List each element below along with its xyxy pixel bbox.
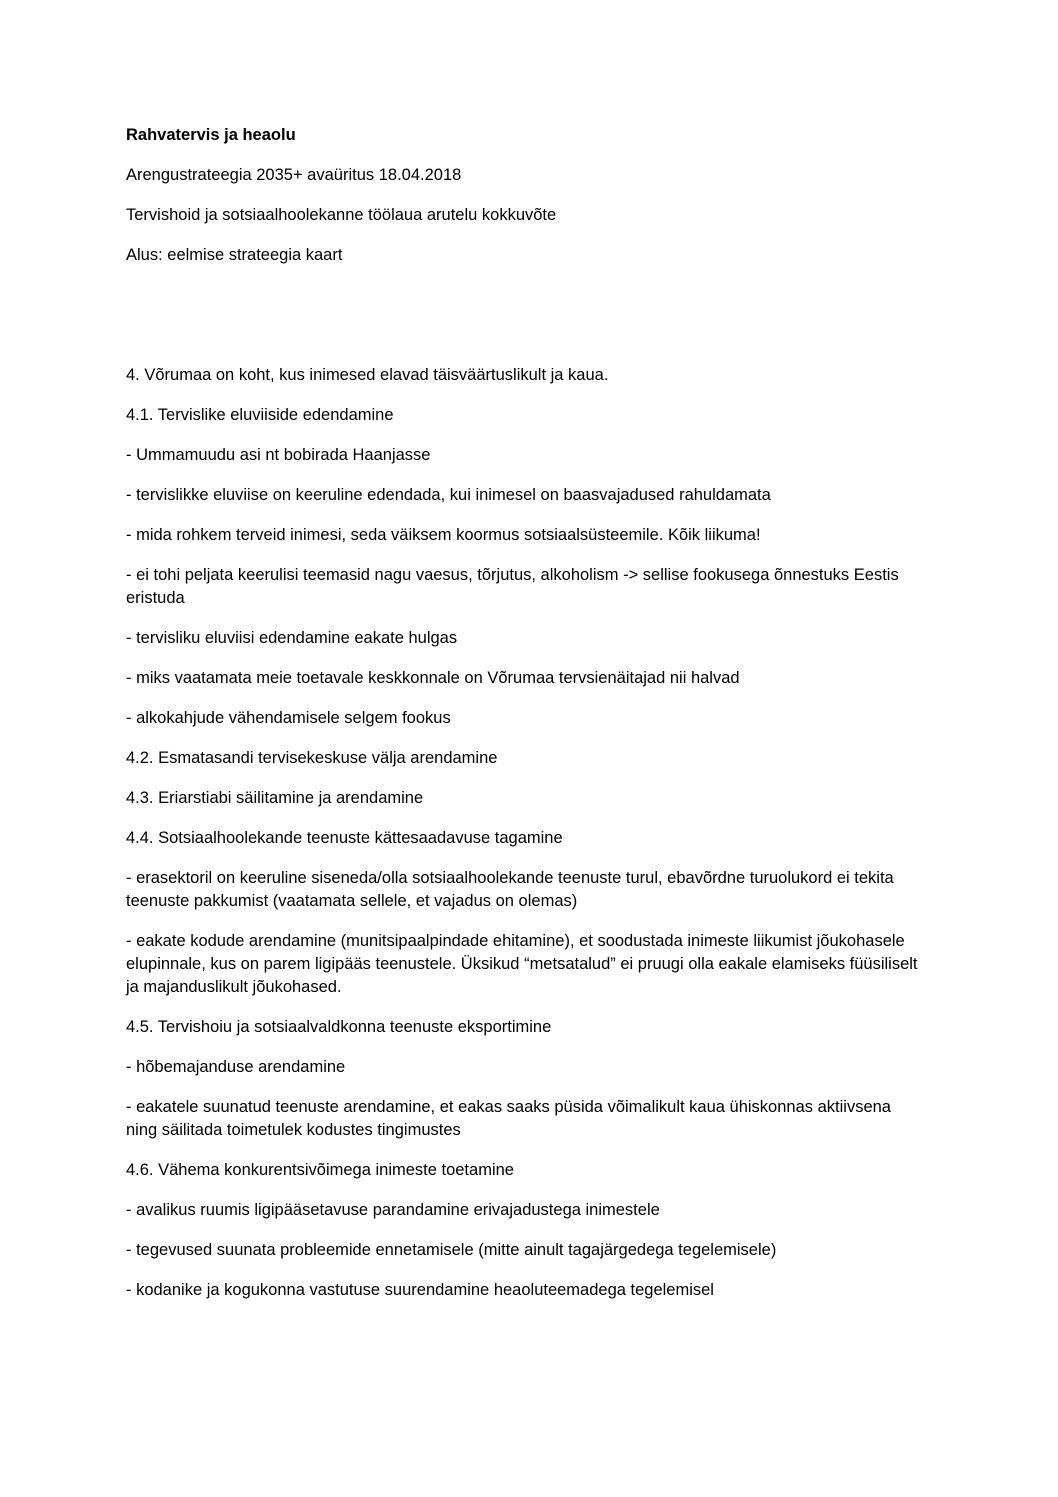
- bullet-item: - alkokahjude vähendamisele selgem fookus: [126, 709, 451, 727]
- bullet-item: - tervislikke eluviise on keeruline edendada, kui inimesel on baasvajadused rahuldamata: [126, 486, 771, 504]
- bullet-item: - miks vaatamata meie toetavale keskkonnale on Võrumaa tervsienäitajad nii halvad: [126, 669, 740, 687]
- bullet-item: - eakatele suunatud teenuste arendamine, et eakas saaks püsida võimalikult kaua ühiskonnas aktiivsena ning säilitada toimetulek kodustes tingimustes: [126, 1098, 891, 1139]
- document-title: Rahvatervis ja heaolu: [126, 126, 296, 144]
- goal-heading: 4. Võrumaa on koht, kus inimesed elavad täisväärtuslikult ja kaua.: [126, 366, 609, 384]
- subsection-heading-4-5: 4.5. Tervishoiu ja sotsiaalvaldkonna teenuste eksportimine: [126, 1018, 552, 1036]
- bullet-item: - ei tohi peljata keerulisi teemasid nagu vaesus, tõrjutus, alkoholism -> sellise fookusega õnnestuks Eestis eristuda: [126, 566, 899, 607]
- bullet-item: - erasektoril on keeruline siseneda/olla sotsiaalhoolekande teenuste turul, ebavõrdne turuolukord ei tekita teenuste pakkumist (vaatamata sellele, et vajadus on olemas): [126, 869, 894, 910]
- document-summary-line: Tervishoid ja sotsiaalhoolekanne töölaua arutelu kokkuvõte: [126, 206, 557, 224]
- subsection-heading-4-1: 4.1. Tervislike eluviiside edendamine: [126, 406, 394, 424]
- bullet-item: - eakate kodude arendamine (munitsipaalpindade ehitamine), et soodustada inimeste liikumist jõukohasele elupinnale, kus on parem ligipääs teenustele. Üksikud “metsatalud” ei pruugi olla eakale elamiseks füüsiliselt ja majanduslikult jõukohased.: [126, 932, 918, 996]
- bullet-item: - kodanike ja kogukonna vastutuse suurendamine heaoluteemadega tegelemisel: [126, 1281, 714, 1299]
- subsection-heading-4-6: 4.6. Vähema konkurentsivõimega inimeste toetamine: [126, 1161, 514, 1179]
- document-subtitle: Arengustrateegia 2035+ avaüritus 18.04.2018: [126, 166, 462, 184]
- bullet-item: - tervisliku eluviisi edendamine eakate hulgas: [126, 629, 458, 647]
- document-content: [126, 124, 926, 1319]
- bullet-item: - hõbemajanduse arendamine: [126, 1058, 346, 1076]
- section-spacer: [126, 284, 926, 364]
- subsection-heading-4-2: 4.2. Esmatasandi tervisekeskuse välja arendamine: [126, 749, 498, 767]
- bullet-item: - Ummamuudu asi nt bobirada Haanjasse: [126, 446, 431, 464]
- bullet-item: - mida rohkem terveid inimesi, seda väiksem koormus sotsiaalsüsteemile. Kõik liikuma!: [126, 526, 761, 544]
- bullet-item: - avalikus ruumis ligipääsetavuse parandamine erivajadustega inimestele: [126, 1201, 660, 1219]
- bullet-item: - tegevused suunata probleemide ennetamisele (mitte ainult tagajärgedega tegelemisele): [126, 1241, 777, 1259]
- subsection-heading-4-3: 4.3. Eriarstiabi säilitamine ja arendamine: [126, 789, 424, 807]
- subsection-heading-4-4: 4.4. Sotsiaalhoolekande teenuste kättesaadavuse tagamine: [126, 829, 563, 847]
- document-basis-line: Alus: eelmise strateegia kaart: [126, 246, 343, 264]
